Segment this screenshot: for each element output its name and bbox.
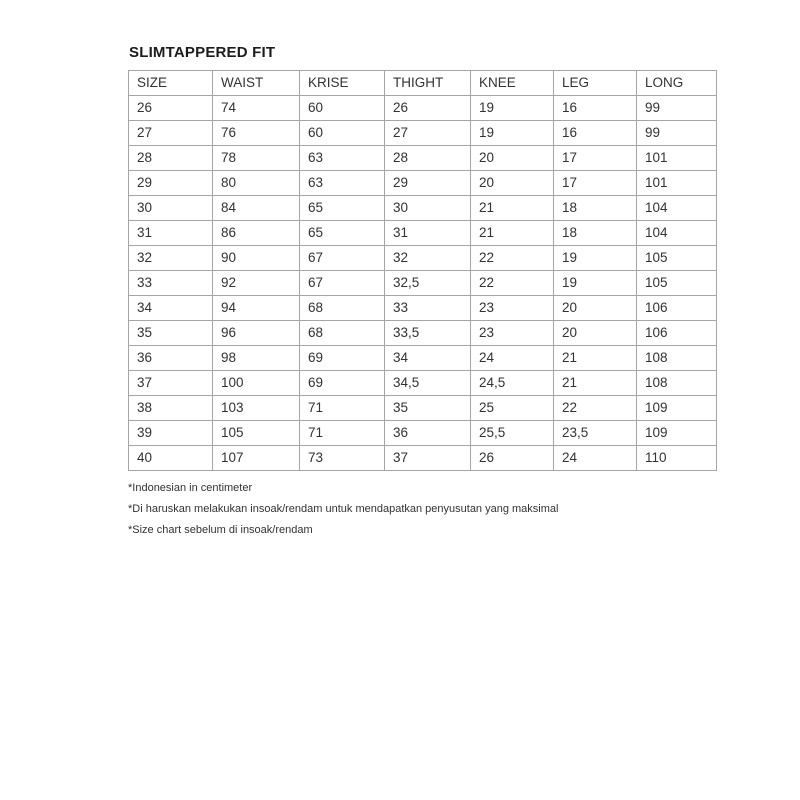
table-cell: 71 xyxy=(300,396,385,421)
column-header: SIZE xyxy=(129,71,213,96)
table-cell: 31 xyxy=(129,221,213,246)
table-cell: 31 xyxy=(385,221,471,246)
table-cell: 94 xyxy=(213,296,300,321)
table-cell: 21 xyxy=(554,346,637,371)
footnote-presoak-note: *Size chart sebelum di insoak/rendam xyxy=(128,524,313,536)
table-cell: 33,5 xyxy=(385,321,471,346)
table-row xyxy=(129,271,717,296)
table-row xyxy=(129,246,717,271)
table-cell: 74 xyxy=(213,96,300,121)
table-cell: 20 xyxy=(554,321,637,346)
table-cell: 103 xyxy=(213,396,300,421)
table-cell: 21 xyxy=(471,196,554,221)
table-cell: 34,5 xyxy=(385,371,471,396)
table-cell: 34 xyxy=(385,346,471,371)
table-cell: 23 xyxy=(471,321,554,346)
table-cell: 67 xyxy=(300,246,385,271)
column-header: LEG xyxy=(554,71,637,96)
table-cell: 17 xyxy=(554,171,637,196)
table-cell: 30 xyxy=(385,196,471,221)
table-row xyxy=(129,96,717,121)
table-cell: 35 xyxy=(129,321,213,346)
table-cell: 69 xyxy=(300,371,385,396)
table-cell: 27 xyxy=(129,121,213,146)
table-cell: 105 xyxy=(637,271,717,296)
table-cell: 34 xyxy=(129,296,213,321)
column-header: WAIST xyxy=(213,71,300,96)
table-cell: 67 xyxy=(300,271,385,296)
column-header: KNEE xyxy=(471,71,554,96)
table-cell: 101 xyxy=(637,146,717,171)
table-cell: 27 xyxy=(385,121,471,146)
table-cell: 23 xyxy=(471,296,554,321)
footnote-units: *Indonesian in centimeter xyxy=(128,482,253,494)
table-cell: 22 xyxy=(471,246,554,271)
table-cell: 65 xyxy=(300,196,385,221)
size-chart-page xyxy=(128,44,684,541)
table-cell: 76 xyxy=(213,121,300,146)
table-cell: 92 xyxy=(213,271,300,296)
table-cell: 100 xyxy=(213,371,300,396)
table-cell: 40 xyxy=(129,446,213,471)
table-cell: 63 xyxy=(300,146,385,171)
table-cell: 28 xyxy=(385,146,471,171)
table-cell: 33 xyxy=(385,296,471,321)
table-cell: 24,5 xyxy=(471,371,554,396)
table-cell: 20 xyxy=(471,146,554,171)
table-cell: 33 xyxy=(129,271,213,296)
table-cell: 108 xyxy=(637,346,717,371)
table-cell: 18 xyxy=(554,221,637,246)
table-cell: 69 xyxy=(300,346,385,371)
table-cell: 84 xyxy=(213,196,300,221)
table-cell: 29 xyxy=(385,171,471,196)
table-cell: 104 xyxy=(637,221,717,246)
table-cell: 30 xyxy=(129,196,213,221)
table-cell: 24 xyxy=(471,346,554,371)
table-cell: 86 xyxy=(213,221,300,246)
table-cell: 16 xyxy=(554,121,637,146)
table-cell: 26 xyxy=(385,96,471,121)
table-cell: 38 xyxy=(129,396,213,421)
table-row xyxy=(129,221,717,246)
table-cell: 109 xyxy=(637,421,717,446)
table-row xyxy=(129,321,717,346)
table-cell: 20 xyxy=(471,171,554,196)
table-cell: 19 xyxy=(471,96,554,121)
table-cell: 21 xyxy=(471,221,554,246)
table-cell: 37 xyxy=(385,446,471,471)
table-row xyxy=(129,296,717,321)
table-cell: 35 xyxy=(385,396,471,421)
table-row xyxy=(129,171,717,196)
table-cell: 60 xyxy=(300,121,385,146)
table-cell: 96 xyxy=(213,321,300,346)
table-cell: 110 xyxy=(637,446,717,471)
table-cell: 68 xyxy=(300,296,385,321)
table-cell: 39 xyxy=(129,421,213,446)
table-row xyxy=(129,121,717,146)
table-cell: 36 xyxy=(129,346,213,371)
table-cell: 98 xyxy=(213,346,300,371)
table-cell: 25,5 xyxy=(471,421,554,446)
table-cell: 23,5 xyxy=(554,421,637,446)
table-cell: 32,5 xyxy=(385,271,471,296)
table-cell: 26 xyxy=(129,96,213,121)
table-cell: 101 xyxy=(637,171,717,196)
table-cell: 19 xyxy=(554,246,637,271)
table-cell: 105 xyxy=(637,246,717,271)
table-row xyxy=(129,446,717,471)
table-cell: 106 xyxy=(637,296,717,321)
table-row xyxy=(129,346,717,371)
table-cell: 21 xyxy=(554,371,637,396)
table-cell: 22 xyxy=(554,396,637,421)
table-cell: 108 xyxy=(637,371,717,396)
table-cell: 16 xyxy=(554,96,637,121)
table-cell: 99 xyxy=(637,96,717,121)
table-cell: 19 xyxy=(471,121,554,146)
table-cell: 99 xyxy=(637,121,717,146)
footnotes xyxy=(128,478,664,541)
table-cell: 32 xyxy=(129,246,213,271)
page-title: SLIMTAPPERED FIT xyxy=(129,44,276,61)
table-cell: 20 xyxy=(554,296,637,321)
table-cell: 73 xyxy=(300,446,385,471)
table-cell: 17 xyxy=(554,146,637,171)
table-cell: 60 xyxy=(300,96,385,121)
table-cell: 109 xyxy=(637,396,717,421)
table-row xyxy=(129,396,717,421)
size-chart-table xyxy=(128,70,717,471)
table-cell: 32 xyxy=(385,246,471,271)
table-cell: 24 xyxy=(554,446,637,471)
table-cell: 104 xyxy=(637,196,717,221)
table-cell: 25 xyxy=(471,396,554,421)
table-cell: 80 xyxy=(213,171,300,196)
table-header-row xyxy=(129,71,717,96)
table-cell: 105 xyxy=(213,421,300,446)
table-cell: 28 xyxy=(129,146,213,171)
column-header: LONG xyxy=(637,71,717,96)
table-cell: 65 xyxy=(300,221,385,246)
column-header: KRISE xyxy=(300,71,385,96)
table-cell: 106 xyxy=(637,321,717,346)
footnote-soak-instruction: *Di haruskan melakukan insoak/rendam untuk mendapatkan penyusutan yang maksimal xyxy=(128,503,559,515)
table-row xyxy=(129,371,717,396)
table-cell: 37 xyxy=(129,371,213,396)
table-row xyxy=(129,146,717,171)
table-cell: 90 xyxy=(213,246,300,271)
table-cell: 78 xyxy=(213,146,300,171)
table-cell: 22 xyxy=(471,271,554,296)
table-cell: 26 xyxy=(471,446,554,471)
table-cell: 107 xyxy=(213,446,300,471)
column-header: THIGHT xyxy=(385,71,471,96)
table-row xyxy=(129,196,717,221)
table-body xyxy=(129,96,717,471)
table-cell: 18 xyxy=(554,196,637,221)
table-cell: 63 xyxy=(300,171,385,196)
table-cell: 71 xyxy=(300,421,385,446)
table-cell: 19 xyxy=(554,271,637,296)
table-cell: 29 xyxy=(129,171,213,196)
table-cell: 68 xyxy=(300,321,385,346)
table-cell: 36 xyxy=(385,421,471,446)
table-row xyxy=(129,421,717,446)
